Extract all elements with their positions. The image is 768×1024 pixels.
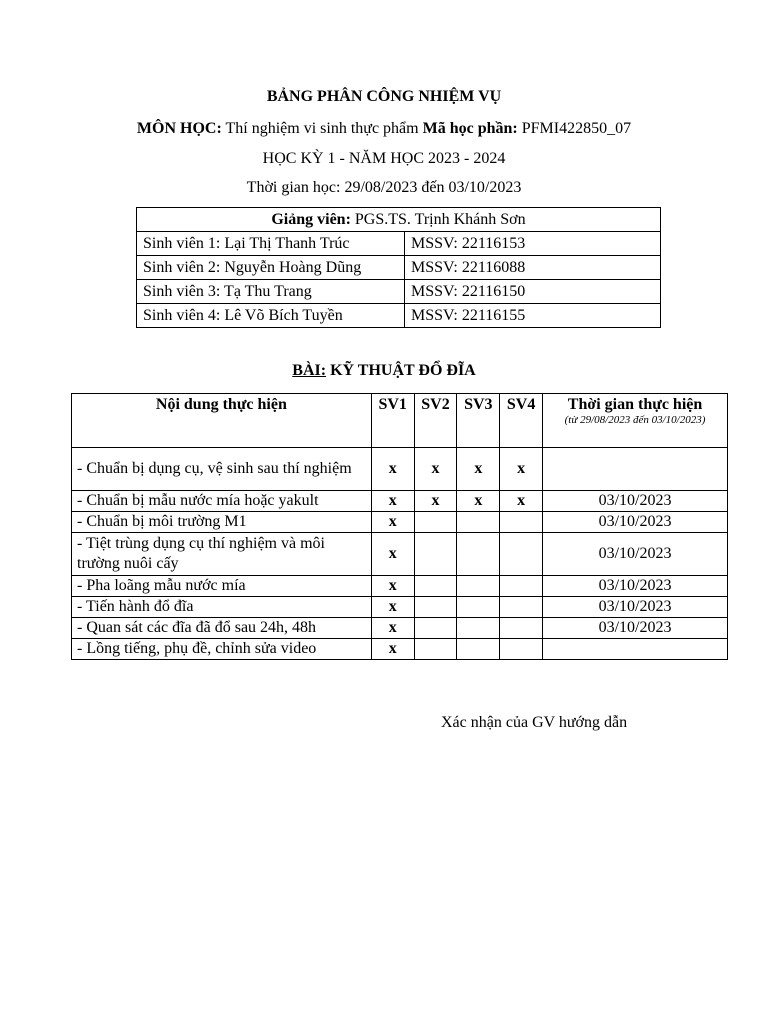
sv1-cell: x (371, 533, 414, 576)
header-content: Nội dung thực hiện (72, 394, 372, 448)
sv4-cell (500, 533, 543, 576)
sv1-cell: x (371, 448, 414, 491)
date-cell: 03/10/2023 (543, 618, 728, 639)
table-row (72, 576, 728, 597)
header-sv3: SV3 (457, 394, 500, 448)
info-table (136, 207, 661, 328)
table-row (72, 448, 728, 491)
student-id: MSSV: 22116153 (405, 232, 661, 256)
sv3-cell (457, 618, 500, 639)
sv1-cell: x (371, 512, 414, 533)
header-sv2: SV2 (414, 394, 457, 448)
course-name: Thí nghiệm vi sinh thực phẩm (221, 120, 423, 137)
task-table-header (72, 394, 728, 448)
course-label: MÔN HỌC: (136, 120, 222, 137)
date-cell (543, 448, 728, 491)
student-id: MSSV: 22116088 (405, 256, 661, 280)
sv1-cell: x (371, 491, 414, 512)
student-id: MSSV: 22116150 (405, 280, 661, 304)
sv2-cell (414, 533, 457, 576)
sv3-cell: x (457, 448, 500, 491)
lecturer-row (137, 208, 661, 232)
date-cell: 03/10/2023 (543, 576, 728, 597)
student-row (137, 256, 661, 280)
section-prefix: BÀI: (292, 362, 327, 379)
task-cell: - Tiệt trùng dụng cụ thí nghiệm và môi trường nuôi cấy (72, 533, 372, 576)
sv2-cell (414, 576, 457, 597)
sv2-cell: x (414, 448, 457, 491)
sv2-cell: x (414, 491, 457, 512)
section-name: KỸ THUẬT ĐỔ ĐĨA (326, 362, 476, 379)
student-name: Sinh viên 3: Tạ Thu Trang (137, 280, 405, 304)
sv4-cell: x (500, 491, 543, 512)
task-table (71, 393, 728, 660)
term-line: HỌC KỲ 1 - NĂM HỌC 2023 - 2024 (262, 150, 506, 167)
sv1-cell: x (371, 639, 414, 660)
header-sv4: SV4 (500, 394, 543, 448)
task-cell: - Chuẩn bị mẫu nước mía hoặc yakult (72, 491, 372, 512)
header-time (543, 394, 728, 448)
sv1-cell: x (371, 618, 414, 639)
sv2-cell (414, 512, 457, 533)
sv2-cell (414, 639, 457, 660)
task-cell: - Pha loãng mẫu nước mía (72, 576, 372, 597)
sv3-cell (457, 512, 500, 533)
student-name: Sinh viên 4: Lê Võ Bích Tuyền (137, 304, 405, 328)
task-cell: - Chuẩn bị dụng cụ, vệ sinh sau thí nghiệm (72, 448, 372, 491)
sv3-cell: x (457, 491, 500, 512)
header-time-note: (từ 29/08/2023 đến 03/10/2023) (564, 414, 706, 426)
sv4-cell (500, 512, 543, 533)
table-row (72, 618, 728, 639)
lecturer-name: PGS.TS. Trịnh Khánh Sơn (350, 210, 526, 228)
student-row (137, 304, 661, 328)
supervisor-confirmation: Xác nhận của GV hướng dẫn (441, 714, 628, 731)
sv2-cell (414, 618, 457, 639)
task-cell: - Chuẩn bị môi trường M1 (72, 512, 372, 533)
section-title (0, 362, 768, 380)
student-name: Sinh viên 2: Nguyễn Hoàng Dũng (137, 256, 405, 280)
sv2-cell (414, 597, 457, 618)
table-row (72, 533, 728, 576)
sv3-cell (457, 639, 500, 660)
date-cell (543, 639, 728, 660)
task-cell: - Quan sát các đĩa đã đổ sau 24h, 48h (72, 618, 372, 639)
sv4-cell (500, 639, 543, 660)
table-row (72, 597, 728, 618)
sv4-cell (500, 576, 543, 597)
lecturer-label: Giảng viên: (271, 210, 351, 228)
student-row (137, 280, 661, 304)
date-cell: 03/10/2023 (543, 512, 728, 533)
course-line (0, 120, 768, 138)
student-row (137, 232, 661, 256)
student-id: MSSV: 22116155 (405, 304, 661, 328)
date-cell: 03/10/2023 (543, 533, 728, 576)
sv4-cell (500, 618, 543, 639)
student-name: Sinh viên 1: Lại Thị Thanh Trúc (137, 232, 405, 256)
table-row (72, 512, 728, 533)
sv4-cell: x (500, 448, 543, 491)
sv3-cell (457, 597, 500, 618)
table-row (72, 639, 728, 660)
table-row (72, 491, 728, 512)
study-time-line: Thời gian học: 29/08/2023 đến 03/10/2023 (246, 179, 522, 196)
date-cell: 03/10/2023 (543, 491, 728, 512)
sv1-cell: x (371, 576, 414, 597)
document-title: BẢNG PHÂN CÔNG NHIỆM VỤ (266, 88, 502, 105)
lecturer-cell (137, 208, 661, 232)
date-cell: 03/10/2023 (543, 597, 728, 618)
course-code-label: Mã học phần: (422, 120, 518, 137)
sv4-cell (500, 597, 543, 618)
sv3-cell (457, 533, 500, 576)
task-cell: - Tiến hành đổ đĩa (72, 597, 372, 618)
header-time-label: Thời gian thực hiện (567, 396, 703, 413)
header-sv1: SV1 (371, 394, 414, 448)
course-code: PFMI422850_07 (517, 120, 632, 137)
sv3-cell (457, 576, 500, 597)
sv1-cell: x (371, 597, 414, 618)
task-cell: - Lồng tiếng, phụ đề, chỉnh sửa video (72, 639, 372, 660)
